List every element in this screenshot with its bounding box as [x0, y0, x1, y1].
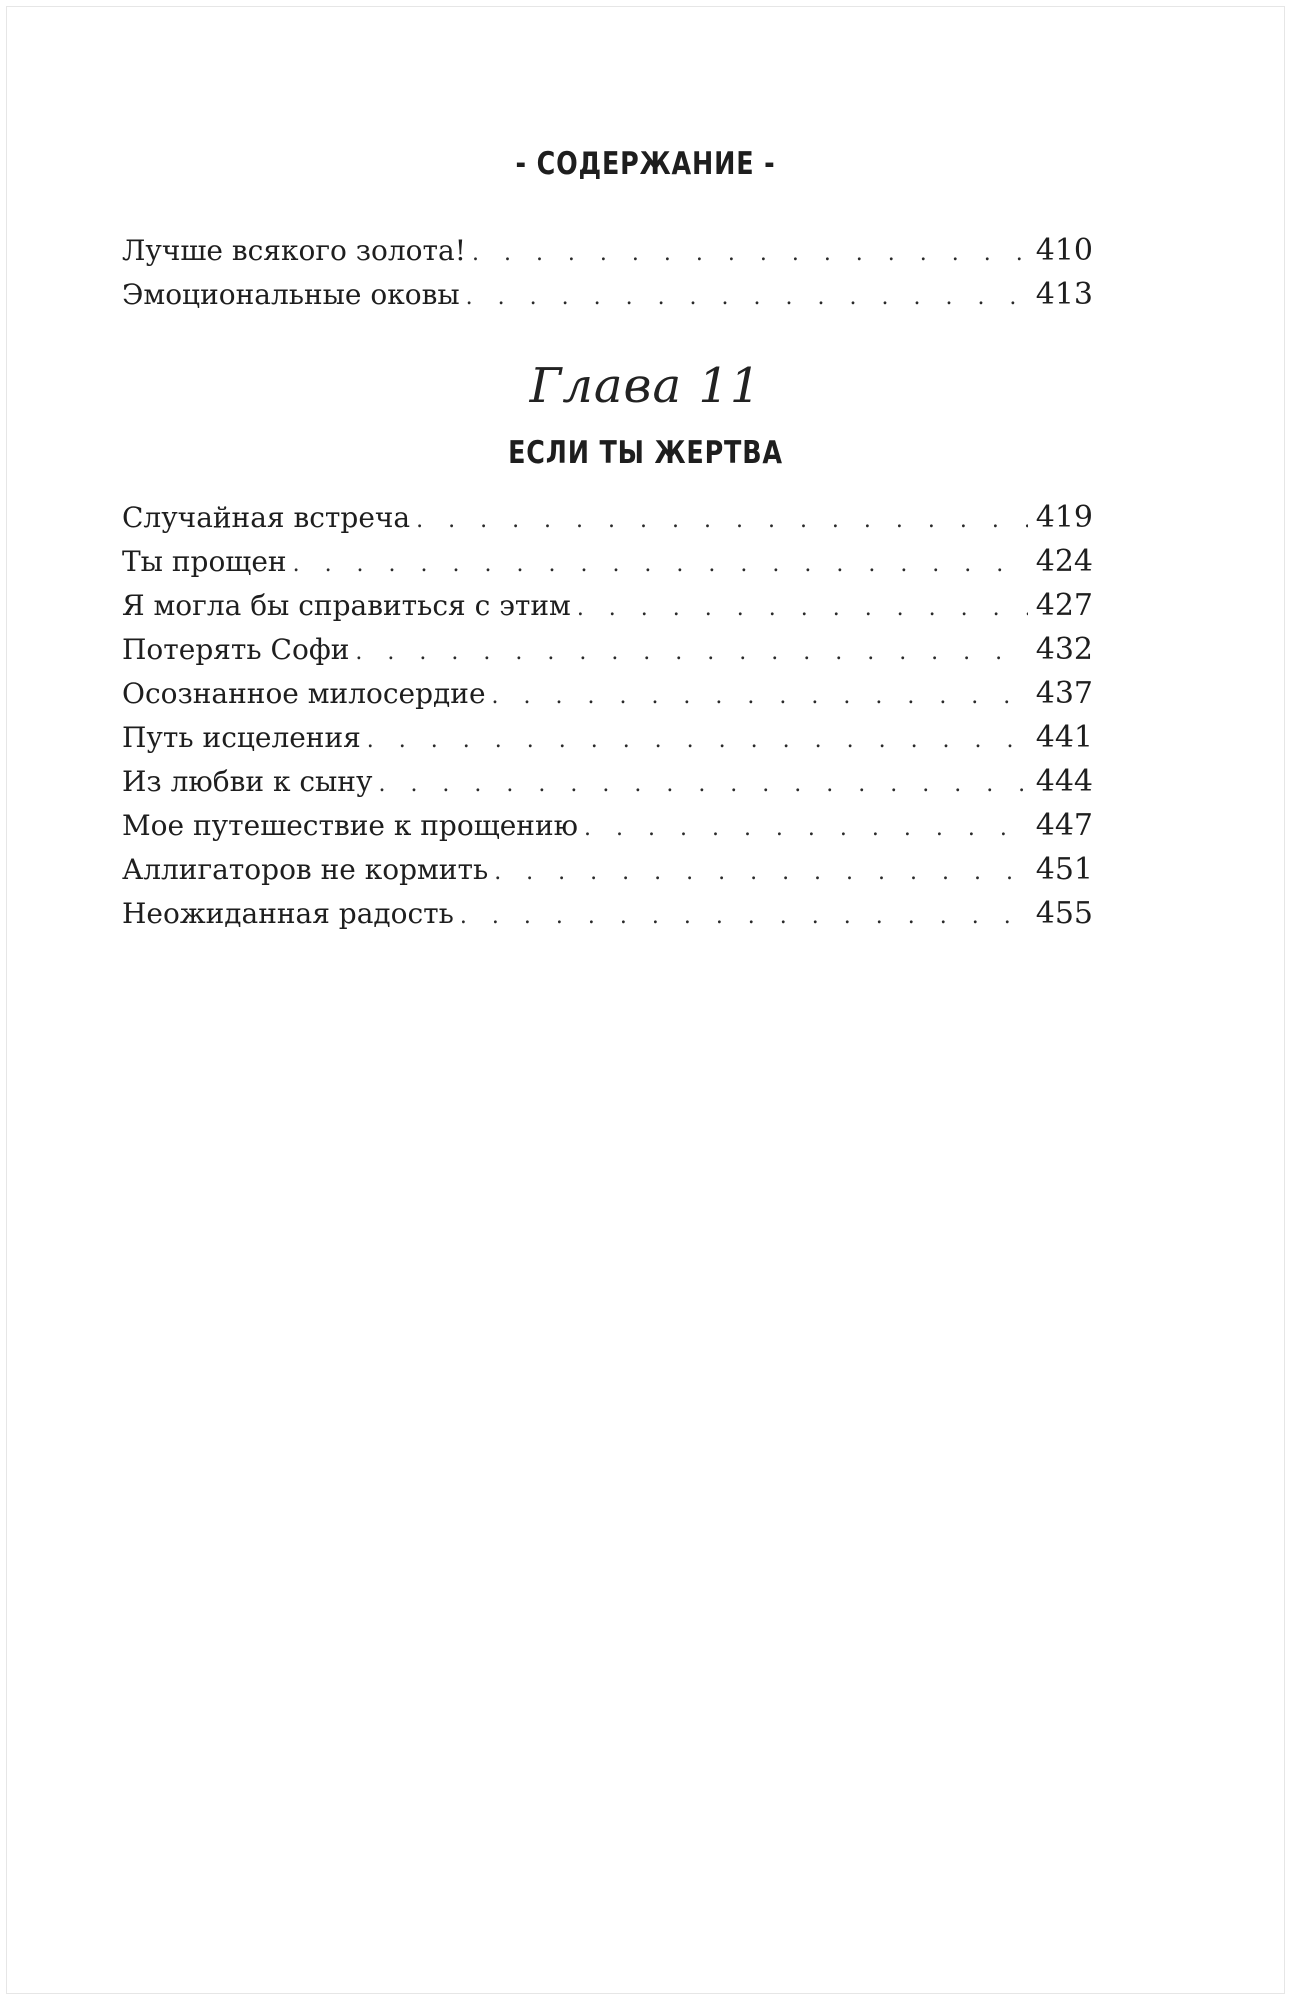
toc-entry-page: 447	[1035, 808, 1093, 843]
toc-entry-title: Лучше всякого золота!	[122, 234, 466, 267]
contents-heading: - СОДЕРЖАНИЕ -	[515, 146, 776, 182]
dot-leader	[355, 631, 1027, 672]
toc-entry-page: 451	[1035, 852, 1093, 887]
dot-leader	[466, 276, 1028, 317]
dot-leader	[367, 719, 1028, 760]
toc-entry-title: Случайная встреча	[122, 501, 411, 534]
toc-entry-title: Из любви к сыну	[122, 765, 373, 798]
toc-entry[interactable]	[122, 760, 1093, 804]
dot-leader	[472, 232, 1028, 273]
toc-entry[interactable]	[122, 273, 1093, 317]
toc-entry-page: 413	[1035, 277, 1093, 312]
toc-entry-title: Аллигаторов не кормить	[122, 853, 489, 886]
toc-entry-title: Осознанное милосердие	[122, 677, 486, 710]
toc-entry[interactable]	[122, 628, 1093, 672]
toc-entry[interactable]	[122, 229, 1093, 273]
toc-entry-title: Я могла бы справиться с этим	[122, 589, 571, 622]
toc-entry-title: Эмоциональные оковы	[122, 278, 460, 311]
toc-entry-page: 444	[1035, 764, 1093, 799]
toc-entry-title: Неожиданная радость	[122, 897, 454, 930]
toc-entry[interactable]	[122, 716, 1093, 760]
dot-leader	[584, 807, 1028, 848]
toc-entry-page: 410	[1035, 233, 1093, 268]
toc-entry-page: 441	[1035, 720, 1093, 755]
dot-leader	[378, 763, 1027, 804]
dot-leader	[492, 675, 1028, 716]
toc-list-previous-chapter	[122, 229, 1093, 317]
toc-entry-page: 427	[1035, 588, 1093, 623]
toc-entry-page: 437	[1035, 676, 1093, 711]
toc-entry-page: 432	[1035, 632, 1093, 667]
toc-entry[interactable]	[122, 540, 1093, 584]
toc-entry-page: 455	[1035, 896, 1093, 931]
toc-entry-page: 419	[1035, 500, 1093, 535]
dot-leader	[416, 499, 1028, 540]
toc-entry[interactable]	[122, 496, 1093, 540]
toc-entry[interactable]	[122, 848, 1093, 892]
toc-entry-page: 424	[1035, 544, 1093, 579]
toc-entry[interactable]	[122, 672, 1093, 716]
chapter-title: ЕСЛИ ТЫ ЖЕРТВА	[508, 435, 783, 471]
toc-list-chapter-11	[122, 496, 1093, 936]
toc-entry-title: Потерять Софи	[122, 633, 350, 666]
toc-entry[interactable]	[122, 892, 1093, 936]
toc-entry-title: Путь исцеления	[122, 721, 361, 754]
toc-entry[interactable]	[122, 804, 1093, 848]
chapter-label: Глава 11	[529, 358, 762, 414]
toc-entry-title: Мое путешествие к прощению	[122, 809, 579, 842]
dot-leader	[293, 543, 1028, 584]
dot-leader	[577, 587, 1028, 628]
toc-entry-title: Ты прощен	[122, 545, 287, 578]
dot-leader	[494, 851, 1028, 892]
dot-leader	[460, 895, 1028, 936]
toc-entry[interactable]	[122, 584, 1093, 628]
